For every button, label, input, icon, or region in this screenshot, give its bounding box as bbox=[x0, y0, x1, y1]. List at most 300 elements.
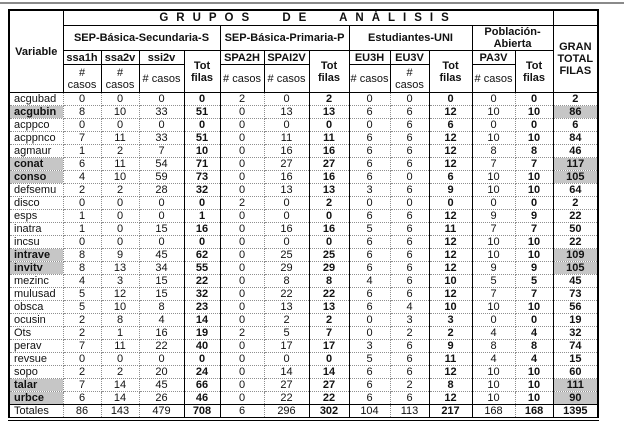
casos-ssi2v: # casos bbox=[139, 65, 184, 93]
tot-filas-p-cell: 13 bbox=[309, 184, 349, 197]
eu3h-cell: 6 bbox=[349, 262, 390, 275]
eu3v-cell: 6 bbox=[390, 249, 429, 262]
tot-filas-pa-cell: 10 bbox=[515, 379, 553, 392]
tot-filas-p-cell: 16 bbox=[309, 223, 349, 236]
gran-total-cell: 105 bbox=[553, 171, 598, 184]
gran-total-cell: 74 bbox=[553, 340, 598, 353]
eu3h-cell: 3 bbox=[349, 184, 390, 197]
ssa2v-cell: 11 bbox=[101, 340, 139, 353]
spa2h-cell: 0 bbox=[220, 223, 264, 236]
tot-filas-uni-cell: 8 bbox=[429, 379, 472, 392]
ssa1h-cell: 4 bbox=[63, 275, 101, 288]
tot-filas-s-cell: 51 bbox=[184, 106, 220, 119]
tot-filas-p-cell: 17 bbox=[309, 340, 349, 353]
ssa1h-cell: 2 bbox=[63, 184, 101, 197]
variable-cell: obsca bbox=[9, 301, 63, 314]
spa2h-cell: 0 bbox=[220, 275, 264, 288]
spai2v-cell: 0 bbox=[264, 353, 309, 366]
tot-filas-uni-cell: 9 bbox=[429, 340, 472, 353]
variable-cell: perav bbox=[9, 340, 63, 353]
eu3h-cell: 6 bbox=[349, 210, 390, 223]
eu3v-cell: 6 bbox=[390, 275, 429, 288]
ssa2v-cell: 2 bbox=[101, 366, 139, 379]
title-row bbox=[9, 10, 598, 26]
spai2v-cell: 14 bbox=[264, 366, 309, 379]
tot-filas-pa-cell: 0 bbox=[515, 197, 553, 210]
spai2v-cell: 0 bbox=[264, 93, 309, 106]
table-row bbox=[9, 184, 598, 197]
table-row bbox=[9, 93, 598, 106]
eu3v-cell: 6 bbox=[390, 366, 429, 379]
spa2h-cell: 6 bbox=[220, 405, 264, 420]
col-tot-filas-pa: Tot filas bbox=[515, 51, 553, 93]
tot-filas-p-cell: 16 bbox=[309, 171, 349, 184]
variable-cell: esps bbox=[9, 210, 63, 223]
spai2v-cell: 27 bbox=[264, 379, 309, 392]
pa3v-cell: 0 bbox=[472, 197, 515, 210]
tot-filas-p-cell: 27 bbox=[309, 158, 349, 171]
gran-total-cell: 2 bbox=[553, 197, 598, 210]
spai2v-cell: 27 bbox=[264, 158, 309, 171]
eu3v-cell: 6 bbox=[390, 223, 429, 236]
ssi2v-cell: 0 bbox=[139, 353, 184, 366]
ssa1h-cell: 2 bbox=[63, 366, 101, 379]
tot-filas-pa-cell: 8 bbox=[515, 145, 553, 158]
tot-filas-pa-cell: 10 bbox=[515, 392, 553, 405]
tot-filas-s-cell: 32 bbox=[184, 184, 220, 197]
eu3h-cell: 0 bbox=[349, 314, 390, 327]
spa2h-cell: 0 bbox=[220, 366, 264, 379]
casos-spai2v: # casos bbox=[264, 65, 309, 93]
col-pa3v: PA3V bbox=[472, 51, 515, 65]
spa2h-cell: 0 bbox=[220, 249, 264, 262]
variable-cell: Totales bbox=[9, 405, 63, 420]
table-row bbox=[9, 366, 598, 379]
spa2h-cell: 0 bbox=[220, 158, 264, 171]
table-row bbox=[9, 158, 598, 171]
ssa2v-cell: 9 bbox=[101, 249, 139, 262]
tot-filas-s-cell: 0 bbox=[184, 93, 220, 106]
totals-row bbox=[9, 405, 598, 420]
spa2h-cell: 0 bbox=[220, 145, 264, 158]
pa3v-cell: 10 bbox=[472, 132, 515, 145]
eu3h-cell: 0 bbox=[349, 197, 390, 210]
table-row bbox=[9, 249, 598, 262]
pa3v-cell: 0 bbox=[472, 314, 515, 327]
ssa2v-cell: 2 bbox=[101, 145, 139, 158]
spai2v-cell: 29 bbox=[264, 262, 309, 275]
group-estudiantes-uni: Estudiantes-UNI bbox=[349, 26, 472, 51]
col-spa2h: SPA2H bbox=[220, 51, 264, 65]
gran-total-cell: 109 bbox=[553, 249, 598, 262]
tot-filas-s-cell: 19 bbox=[184, 327, 220, 340]
tot-filas-s-cell: 0 bbox=[184, 197, 220, 210]
table-row bbox=[9, 379, 598, 392]
ssi2v-cell: 33 bbox=[139, 132, 184, 145]
table-row bbox=[9, 262, 598, 275]
table-row bbox=[9, 288, 598, 301]
tot-filas-s-cell: 16 bbox=[184, 223, 220, 236]
ssi2v-cell: 20 bbox=[139, 366, 184, 379]
pa3v-cell: 0 bbox=[472, 119, 515, 132]
spai2v-cell: 0 bbox=[264, 119, 309, 132]
ssi2v-cell: 16 bbox=[139, 327, 184, 340]
spai2v-cell: 296 bbox=[264, 405, 309, 420]
variable-cell: revsue bbox=[9, 353, 63, 366]
ssa1h-cell: 1 bbox=[63, 210, 101, 223]
tot-filas-uni-cell: 9 bbox=[429, 184, 472, 197]
pa3v-cell: 10 bbox=[472, 301, 515, 314]
ssi2v-cell: 7 bbox=[139, 145, 184, 158]
spa2h-cell: 0 bbox=[220, 210, 264, 223]
tot-filas-p-cell: 13 bbox=[309, 106, 349, 119]
group-row bbox=[9, 26, 598, 51]
ssa1h-cell: 6 bbox=[63, 392, 101, 405]
tot-filas-pa-cell: 10 bbox=[515, 171, 553, 184]
pa3v-cell: 8 bbox=[472, 145, 515, 158]
tot-filas-p-cell: 2 bbox=[309, 197, 349, 210]
variable-cell: mulusad bbox=[9, 288, 63, 301]
eu3h-cell: 104 bbox=[349, 405, 390, 420]
pa3v-cell: 10 bbox=[472, 249, 515, 262]
ssa2v-cell: 3 bbox=[101, 275, 139, 288]
tot-filas-pa-cell: 0 bbox=[515, 119, 553, 132]
group-sep-basica-primaria: SEP-Básica-Primaria-P bbox=[220, 26, 349, 51]
ssa2v-cell: 10 bbox=[101, 106, 139, 119]
col-tot-filas-uni: Tot filas bbox=[429, 51, 472, 93]
spa2h-cell: 0 bbox=[220, 340, 264, 353]
variable-cell: talar bbox=[9, 379, 63, 392]
variable-cell: urbce bbox=[9, 392, 63, 405]
tot-filas-p-cell: 11 bbox=[309, 132, 349, 145]
ssi2v-cell: 34 bbox=[139, 262, 184, 275]
pa3v-cell: 4 bbox=[472, 327, 515, 340]
gran-total-cell: 22 bbox=[553, 236, 598, 249]
spai2v-cell: 0 bbox=[264, 236, 309, 249]
eu3h-cell: 6 bbox=[349, 171, 390, 184]
table-row bbox=[9, 197, 598, 210]
eu3v-cell: 6 bbox=[390, 236, 429, 249]
tot-filas-pa-cell: 8 bbox=[515, 340, 553, 353]
tot-filas-s-cell: 46 bbox=[184, 392, 220, 405]
eu3v-cell: 113 bbox=[390, 405, 429, 420]
tot-filas-pa-cell: 7 bbox=[515, 223, 553, 236]
ssa2v-cell: 11 bbox=[101, 158, 139, 171]
table-row bbox=[9, 353, 598, 366]
casos-row bbox=[9, 65, 598, 93]
pa3v-cell: 10 bbox=[472, 236, 515, 249]
gran-total-cell: 73 bbox=[553, 288, 598, 301]
spai2v-cell: 13 bbox=[264, 301, 309, 314]
ssa2v-cell: 0 bbox=[101, 93, 139, 106]
tot-filas-pa-cell: 9 bbox=[515, 262, 553, 275]
spai2v-cell: 13 bbox=[264, 106, 309, 119]
ssa1h-cell: 86 bbox=[63, 405, 101, 420]
ssa1h-cell: 0 bbox=[63, 93, 101, 106]
eu3h-cell: 6 bbox=[349, 392, 390, 405]
eu3h-cell: 5 bbox=[349, 223, 390, 236]
group-sep-basica-secundaria: SEP-Básica-Secundaria-S bbox=[63, 26, 220, 51]
tot-filas-pa-cell: 10 bbox=[515, 249, 553, 262]
tot-filas-pa-cell: 4 bbox=[515, 353, 553, 366]
tot-filas-s-cell: 66 bbox=[184, 379, 220, 392]
eu3h-cell: 6 bbox=[349, 158, 390, 171]
tot-filas-uni-cell: 12 bbox=[429, 158, 472, 171]
table-row bbox=[9, 275, 598, 288]
tot-filas-uni-cell: 10 bbox=[429, 275, 472, 288]
tot-filas-s-cell: 32 bbox=[184, 288, 220, 301]
table-row bbox=[9, 314, 598, 327]
gran-total-cell: 45 bbox=[553, 275, 598, 288]
col-tot-filas-s: Tot filas bbox=[184, 51, 220, 93]
tot-filas-s-cell: 1 bbox=[184, 210, 220, 223]
col-ssa2v: ssa2v bbox=[101, 51, 139, 65]
ssa1h-cell: 0 bbox=[63, 236, 101, 249]
pa3v-cell: 9 bbox=[472, 210, 515, 223]
tot-filas-pa-cell: 10 bbox=[515, 132, 553, 145]
eu3v-cell: 6 bbox=[390, 210, 429, 223]
ssa1h-cell: 4 bbox=[63, 171, 101, 184]
tot-filas-s-cell: 23 bbox=[184, 301, 220, 314]
tot-filas-p-cell: 2 bbox=[309, 93, 349, 106]
tot-filas-pa-cell: 0 bbox=[515, 93, 553, 106]
ssa2v-cell: 0 bbox=[101, 210, 139, 223]
ssi2v-cell: 45 bbox=[139, 379, 184, 392]
ssi2v-cell: 0 bbox=[139, 119, 184, 132]
corner-cell bbox=[553, 10, 598, 26]
spai2v-cell: 25 bbox=[264, 249, 309, 262]
tot-filas-s-cell: 10 bbox=[184, 145, 220, 158]
spa2h-cell: 0 bbox=[220, 353, 264, 366]
variable-cell: invitv bbox=[9, 262, 63, 275]
variable-cell: Ots bbox=[9, 327, 63, 340]
ssi2v-cell: 0 bbox=[139, 197, 184, 210]
tot-filas-p-cell: 2 bbox=[309, 314, 349, 327]
casos-ssa1h: # casos bbox=[63, 65, 101, 93]
variable-cell: mezinc bbox=[9, 275, 63, 288]
eu3v-cell: 6 bbox=[390, 106, 429, 119]
casos-spa2h: # casos bbox=[220, 65, 264, 93]
tot-filas-uni-cell: 12 bbox=[429, 210, 472, 223]
tot-filas-s-cell: 0 bbox=[184, 119, 220, 132]
tot-filas-pa-cell: 7 bbox=[515, 158, 553, 171]
ssa2v-cell: 11 bbox=[101, 132, 139, 145]
ssi2v-cell: 54 bbox=[139, 158, 184, 171]
ssa1h-cell: 2 bbox=[63, 314, 101, 327]
tot-filas-pa-cell: 168 bbox=[515, 405, 553, 420]
tot-filas-pa-cell: 5 bbox=[515, 275, 553, 288]
spa2h-cell: 0 bbox=[220, 314, 264, 327]
ssa1h-cell: 5 bbox=[63, 288, 101, 301]
ssa2v-cell: 14 bbox=[101, 379, 139, 392]
tot-filas-uni-cell: 217 bbox=[429, 405, 472, 420]
ssi2v-cell: 26 bbox=[139, 392, 184, 405]
pa3v-cell: 10 bbox=[472, 184, 515, 197]
ssa2v-cell: 10 bbox=[101, 171, 139, 184]
ssi2v-cell: 15 bbox=[139, 223, 184, 236]
ssa1h-cell: 8 bbox=[63, 262, 101, 275]
gran-total-cell: 90 bbox=[553, 392, 598, 405]
table-row bbox=[9, 340, 598, 353]
analysis-table bbox=[8, 9, 599, 421]
eu3h-cell: 6 bbox=[349, 145, 390, 158]
col-ssa1h: ssa1h bbox=[63, 51, 101, 65]
spa2h-cell: 0 bbox=[220, 236, 264, 249]
spai2v-cell: 16 bbox=[264, 145, 309, 158]
tot-filas-uni-cell: 11 bbox=[429, 223, 472, 236]
tot-filas-s-cell: 22 bbox=[184, 275, 220, 288]
spa2h-cell: 0 bbox=[220, 119, 264, 132]
tot-filas-s-cell: 24 bbox=[184, 366, 220, 379]
eu3v-cell: 6 bbox=[390, 184, 429, 197]
eu3h-cell: 6 bbox=[349, 366, 390, 379]
pa3v-cell: 7 bbox=[472, 288, 515, 301]
spa2h-cell: 0 bbox=[220, 132, 264, 145]
spai2v-cell: 0 bbox=[264, 210, 309, 223]
tot-filas-p-cell: 29 bbox=[309, 262, 349, 275]
pa3v-cell: 10 bbox=[472, 171, 515, 184]
pa3v-cell: 10 bbox=[472, 392, 515, 405]
ssa1h-cell: 0 bbox=[63, 119, 101, 132]
tot-filas-uni-cell: 12 bbox=[429, 106, 472, 119]
tot-filas-uni-cell: 12 bbox=[429, 366, 472, 379]
casos-ssa2v: # casos bbox=[101, 65, 139, 93]
eu3v-cell: 6 bbox=[390, 353, 429, 366]
eu3h-cell: 5 bbox=[349, 353, 390, 366]
eu3h-cell: 6 bbox=[349, 236, 390, 249]
gran-total-cell: 86 bbox=[553, 106, 598, 119]
ssa1h-cell: 1 bbox=[63, 223, 101, 236]
spa2h-cell: 0 bbox=[220, 106, 264, 119]
gran-total-cell: 60 bbox=[553, 366, 598, 379]
ssi2v-cell: 15 bbox=[139, 275, 184, 288]
ssa2v-cell: 0 bbox=[101, 197, 139, 210]
table-row bbox=[9, 327, 598, 340]
gran-total-cell: 56 bbox=[553, 301, 598, 314]
variable-cell: disco bbox=[9, 197, 63, 210]
spa2h-cell: 2 bbox=[220, 197, 264, 210]
tot-filas-pa-cell: 9 bbox=[515, 210, 553, 223]
gran-total-cell: 2 bbox=[553, 93, 598, 106]
spai2v-cell: 17 bbox=[264, 340, 309, 353]
pa3v-cell: 10 bbox=[472, 379, 515, 392]
col-tot-filas-p: Tot filas bbox=[309, 51, 349, 93]
tot-filas-uni-cell: 12 bbox=[429, 145, 472, 158]
ssi2v-cell: 33 bbox=[139, 106, 184, 119]
tot-filas-p-cell: 302 bbox=[309, 405, 349, 420]
spai2v-cell: 8 bbox=[264, 275, 309, 288]
spai2v-cell: 11 bbox=[264, 132, 309, 145]
pa3v-cell: 9 bbox=[472, 262, 515, 275]
table-row bbox=[9, 392, 598, 405]
eu3h-cell: 6 bbox=[349, 379, 390, 392]
variable-cell: acgubad bbox=[9, 93, 63, 106]
table-row bbox=[9, 132, 598, 145]
spai2v-cell: 16 bbox=[264, 171, 309, 184]
col-eu3h: EU3H bbox=[349, 51, 390, 65]
table-row bbox=[9, 223, 598, 236]
tot-filas-s-cell: 708 bbox=[184, 405, 220, 420]
tot-filas-uni-cell: 11 bbox=[429, 353, 472, 366]
tot-filas-p-cell: 14 bbox=[309, 366, 349, 379]
ssa2v-cell: 0 bbox=[101, 353, 139, 366]
ssa2v-cell: 2 bbox=[101, 184, 139, 197]
ssa1h-cell: 8 bbox=[63, 249, 101, 262]
eu3v-cell: 0 bbox=[390, 171, 429, 184]
tot-filas-s-cell: 14 bbox=[184, 314, 220, 327]
ssi2v-cell: 22 bbox=[139, 340, 184, 353]
tot-filas-pa-cell: 0 bbox=[515, 314, 553, 327]
spai2v-cell: 16 bbox=[264, 223, 309, 236]
eu3h-cell: 3 bbox=[349, 340, 390, 353]
spa2h-cell: 0 bbox=[220, 262, 264, 275]
spai2v-cell: 13 bbox=[264, 184, 309, 197]
tot-filas-pa-cell: 4 bbox=[515, 327, 553, 340]
tot-filas-s-cell: 0 bbox=[184, 353, 220, 366]
ssi2v-cell: 59 bbox=[139, 171, 184, 184]
ssa1h-cell: 5 bbox=[63, 301, 101, 314]
gran-total-cell: 1395 bbox=[553, 405, 598, 420]
col-spai2v: SPAI2V bbox=[264, 51, 309, 65]
ssa1h-cell: 6 bbox=[63, 158, 101, 171]
gran-total-cell: 15 bbox=[553, 353, 598, 366]
variable-cell: intrave bbox=[9, 249, 63, 262]
ssa2v-cell: 0 bbox=[101, 223, 139, 236]
spai2v-cell: 2 bbox=[264, 314, 309, 327]
tot-filas-s-cell: 0 bbox=[184, 236, 220, 249]
variable-cell: incsu bbox=[9, 236, 63, 249]
ssi2v-cell: 4 bbox=[139, 314, 184, 327]
table-row bbox=[9, 236, 598, 249]
tot-filas-pa-cell: 10 bbox=[515, 184, 553, 197]
ssa1h-cell: 1 bbox=[63, 145, 101, 158]
tot-filas-p-cell: 13 bbox=[309, 301, 349, 314]
table-body bbox=[9, 93, 598, 420]
tot-filas-p-cell: 0 bbox=[309, 353, 349, 366]
eu3h-cell: 0 bbox=[349, 327, 390, 340]
eu3v-cell: 6 bbox=[390, 340, 429, 353]
pa3v-cell: 10 bbox=[472, 366, 515, 379]
tot-filas-uni-cell: 2 bbox=[429, 327, 472, 340]
ssa1h-cell: 8 bbox=[63, 106, 101, 119]
tot-filas-s-cell: 40 bbox=[184, 340, 220, 353]
eu3h-cell: 0 bbox=[349, 93, 390, 106]
tot-filas-uni-cell: 12 bbox=[429, 262, 472, 275]
tot-filas-s-cell: 51 bbox=[184, 132, 220, 145]
gran-total-cell: 111 bbox=[553, 379, 598, 392]
gran-total-cell: 117 bbox=[553, 158, 598, 171]
ssa2v-cell: 14 bbox=[101, 392, 139, 405]
casos-eu3h: # casos bbox=[349, 65, 390, 93]
tot-filas-s-cell: 73 bbox=[184, 171, 220, 184]
analysis-groups-title: GRUPOS DE ANÁLISIS bbox=[63, 10, 553, 26]
table-header bbox=[9, 10, 598, 93]
tot-filas-p-cell: 0 bbox=[309, 210, 349, 223]
tot-filas-s-cell: 55 bbox=[184, 262, 220, 275]
eu3h-cell: 6 bbox=[349, 132, 390, 145]
tot-filas-p-cell: 0 bbox=[309, 119, 349, 132]
col-ssi2v: ssi2v bbox=[139, 51, 184, 65]
spa2h-cell: 2 bbox=[220, 93, 264, 106]
tot-filas-uni-cell: 12 bbox=[429, 132, 472, 145]
spa2h-cell: 0 bbox=[220, 171, 264, 184]
gran-total-cell: 22 bbox=[553, 210, 598, 223]
tot-filas-p-cell: 22 bbox=[309, 288, 349, 301]
tot-filas-uni-cell: 6 bbox=[429, 119, 472, 132]
pa3v-cell: 10 bbox=[472, 106, 515, 119]
ssa2v-cell: 0 bbox=[101, 236, 139, 249]
table-row bbox=[9, 119, 598, 132]
